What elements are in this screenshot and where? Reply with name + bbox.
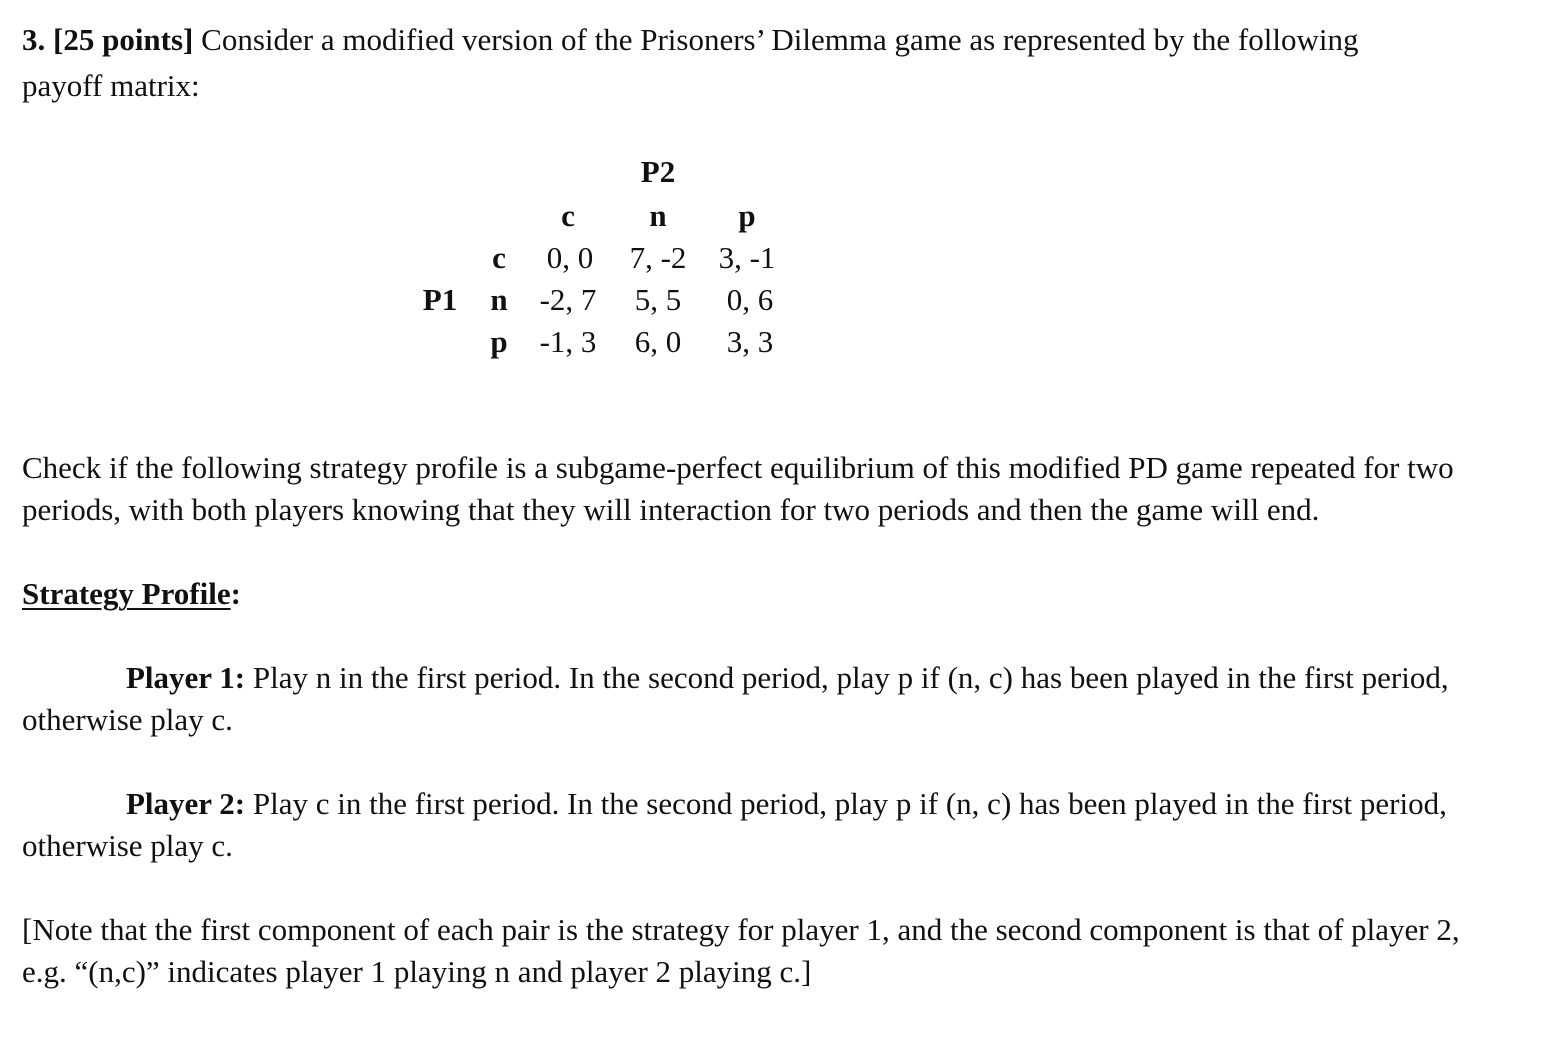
question-line-2: payoff matrix: — [22, 68, 200, 103]
question-line-1 — [22, 20, 1358, 60]
col-header-p: p — [738, 198, 756, 233]
player2-strategy-label: Player 2: — [126, 786, 246, 821]
player2-label: P2 — [640, 154, 676, 189]
player1-strategy-label: Player 1: — [126, 660, 246, 695]
cell-p-p: 3, 3 — [726, 324, 774, 359]
cell-n-p: 0, 6 — [726, 282, 774, 317]
cell-n-n: 5, 5 — [634, 282, 682, 317]
row-header-n: n — [490, 282, 508, 317]
player2-strategy-text: Play c in the first period. In the second period, play p if (n, c) has been played in the first period, — [245, 786, 1447, 821]
cell-c-n: 7, -2 — [629, 240, 687, 275]
player1-strategy-line-2: otherwise play c. — [22, 702, 233, 737]
player1-strategy-text: Play n in the first period. In the second period, play p if (n, c) has been played in the first period, — [245, 660, 1449, 695]
col-header-n: n — [649, 198, 667, 233]
check-line-2: periods, with both players knowing that they will interaction for two periods and then the game will end. — [22, 492, 1320, 527]
strategy-heading-colon: : — [230, 576, 241, 611]
cell-c-p: 3, -1 — [718, 240, 776, 275]
question-number-points: 3. [25 points] — [22, 22, 194, 57]
player2-strategy-line-1 — [126, 784, 1447, 824]
strategy-heading-text: Strategy Profile — [22, 576, 231, 611]
row-header-p: p — [490, 324, 508, 359]
question-intro-text: Consider a modified version of the Prisoners’ Dilemma game as represented by the following — [193, 22, 1359, 57]
cell-c-c: 0, 0 — [546, 240, 594, 275]
cell-n-c: -2, 7 — [539, 282, 597, 317]
strategy-heading — [22, 574, 241, 614]
player2-strategy-line-2: otherwise play c. — [22, 828, 233, 863]
note-line-1: [Note that the first component of each pair is the strategy for player 1, and the second component is that of player 2, — [22, 912, 1460, 947]
check-line-1: Check if the following strategy profile is a subgame-perfect equilibrium of this modified PD game repeated for two — [22, 450, 1454, 485]
cell-p-n: 6, 0 — [634, 324, 682, 359]
col-header-c: c — [561, 198, 575, 233]
player1-label: P1 — [422, 282, 458, 317]
row-header-c: c — [492, 240, 506, 275]
cell-p-c: -1, 3 — [539, 324, 597, 359]
note-line-2: e.g. “(n,c)” indicates player 1 playing n and player 2 playing c.] — [22, 954, 812, 989]
player1-strategy-line-1 — [126, 658, 1449, 698]
